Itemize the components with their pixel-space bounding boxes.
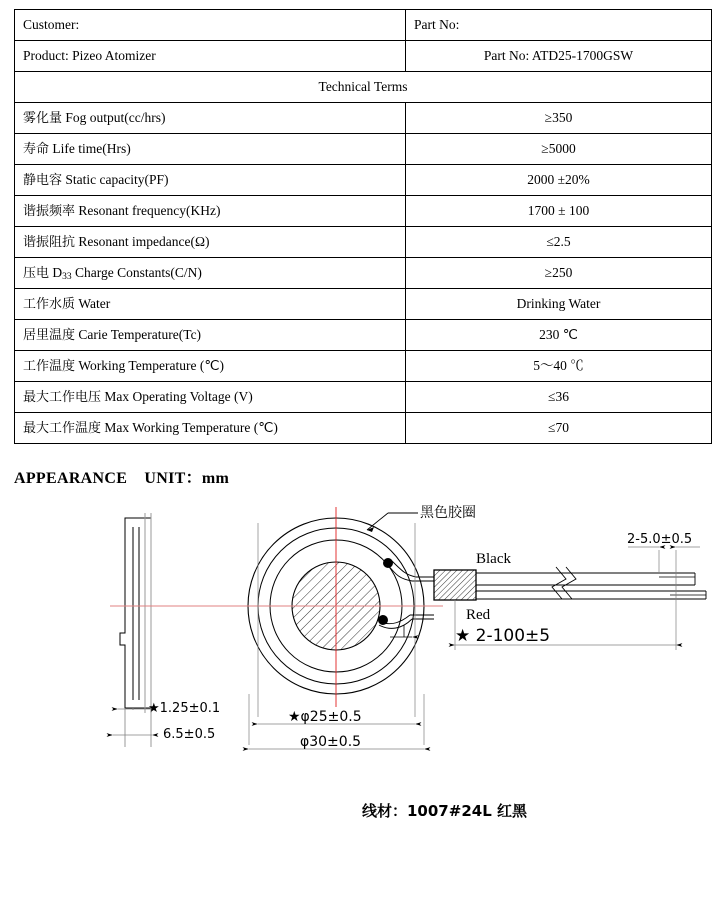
side-view-outline	[120, 518, 151, 708]
spec-value-curie-temperature: 230 ℃	[406, 320, 712, 351]
spec-label-en: Static capacity(PF)	[65, 171, 169, 187]
table-row	[15, 320, 712, 351]
specification-table	[14, 9, 712, 444]
spec-label-resonant-impedance	[15, 227, 406, 258]
spec-label-d33: D	[52, 264, 63, 280]
wire-break-symbol-1	[552, 567, 566, 599]
wire-path-black-a	[388, 565, 412, 581]
spec-label-cn: 谐振阻抗	[23, 234, 76, 250]
spec-label-cn: 最大工作温度	[23, 420, 102, 436]
spec-label-en: Water	[78, 295, 111, 311]
wire-length-dimension-label: ★ 2-100±5	[455, 626, 551, 646]
spec-value-resonant-impedance: ≤2.5	[406, 227, 712, 258]
table-row	[15, 103, 712, 134]
table-body	[15, 10, 712, 444]
spec-label-en: Resonant frequency(KHz)	[78, 202, 221, 218]
spec-label-cn: 居里温度	[23, 327, 76, 343]
table-row	[15, 165, 712, 196]
wire-break-symbol-2	[562, 567, 576, 599]
table-row	[15, 351, 712, 382]
spec-label-curie-temperature	[15, 320, 406, 351]
table-row-product	[15, 41, 712, 72]
ring-callout-leader	[367, 513, 388, 530]
appearance-heading: APPEARANCE UNIT：mm	[14, 470, 230, 487]
spec-label-static-capacity	[15, 165, 406, 196]
spec-label-cn: 工作温度	[23, 358, 76, 374]
ring-callout-label: 黑色胶圈	[420, 505, 476, 521]
spec-label-en: Working Temperature (℃)	[78, 357, 224, 373]
thickness-dimension-label: ★1.25±0.1	[148, 701, 221, 716]
wire-material-note: 线材：1007#24L 红黑	[362, 802, 527, 820]
table-row	[15, 134, 712, 165]
spec-label-cn: 静电容	[23, 172, 63, 188]
table-row	[15, 382, 712, 413]
spec-label-life-time	[15, 134, 406, 165]
spec-value-resonant-frequency: 1700 ± 100	[406, 196, 712, 227]
spec-label-fog-output	[15, 103, 406, 134]
table-row	[15, 413, 712, 444]
solder-point-black	[383, 558, 393, 568]
drawing-canvas	[0, 495, 726, 785]
spec-value-static-capacity: 2000 ±20%	[406, 165, 712, 196]
spec-label-cn: 寿命	[23, 141, 50, 157]
spec-value-working-temperature: 5～40 ℃	[406, 351, 712, 382]
spec-label-en: Charge Constants(C/N)	[75, 264, 202, 280]
part-number-value: Part No: ATD25-1700GSW	[406, 41, 712, 72]
spec-label-d33-subscript: 33	[62, 271, 72, 282]
spec-label-cn: 工作水质	[23, 296, 76, 312]
red-wire-label: Red	[466, 607, 491, 623]
inner-diameter-dimension-label: ★φ25±0.5	[288, 709, 362, 725]
outer-diameter-dimension-label: φ30±0.5	[300, 734, 362, 750]
spec-label-en: Carie Temperature(Tc)	[78, 326, 202, 342]
spec-value-fog-output: ≥350	[406, 103, 712, 134]
spec-label-en: Life time(Hrs)	[52, 140, 131, 156]
spec-label-working-temperature	[15, 351, 406, 382]
spec-value-water: Drinking Water	[406, 289, 712, 320]
technical-terms-title: Technical Terms	[15, 72, 712, 103]
spec-label-cn: 压电	[23, 265, 50, 281]
strip-length-dimension-label: 2-5.0±0.5	[627, 532, 693, 547]
spec-label-cn: 最大工作电压	[23, 389, 102, 405]
technical-drawing	[0, 495, 726, 785]
part-no-label: Part No:	[406, 10, 712, 41]
wire-junction-block	[434, 570, 476, 600]
spec-label-en: Resonant impedance(Ω)	[78, 233, 210, 249]
spec-value-max-operating-voltage: ≤36	[406, 382, 712, 413]
spec-value-charge-constants: ≥250	[406, 258, 712, 289]
spec-label-en: Fog output(cc/hrs)	[65, 109, 166, 125]
spec-value-life-time: ≥5000	[406, 134, 712, 165]
spec-label-resonant-frequency	[15, 196, 406, 227]
spec-label-water	[15, 289, 406, 320]
customer-label: Customer:	[15, 10, 406, 41]
width-dimension-label: 6.5±0.5	[163, 727, 216, 742]
spec-value-max-working-temperature: ≤70	[406, 413, 712, 444]
spec-label-en: Max Operating Voltage (V)	[104, 388, 253, 404]
spec-label-en: Max Working Temperature (℃)	[104, 419, 278, 435]
spec-label-max-working-temperature	[15, 413, 406, 444]
table-row	[15, 289, 712, 320]
black-wire-label: Black	[476, 551, 511, 567]
table-row	[15, 227, 712, 258]
table-row-customer	[15, 10, 712, 41]
spec-label-cn: 雾化量	[23, 110, 63, 126]
spec-label-charge-constants	[15, 258, 406, 289]
product-name: Product: Pizeo Atomizer	[15, 41, 406, 72]
spec-label-cn: 谐振频率	[23, 203, 76, 219]
table-row	[15, 196, 712, 227]
table-row	[15, 258, 712, 289]
table-row-section-title	[15, 72, 712, 103]
spec-label-max-operating-voltage	[15, 382, 406, 413]
